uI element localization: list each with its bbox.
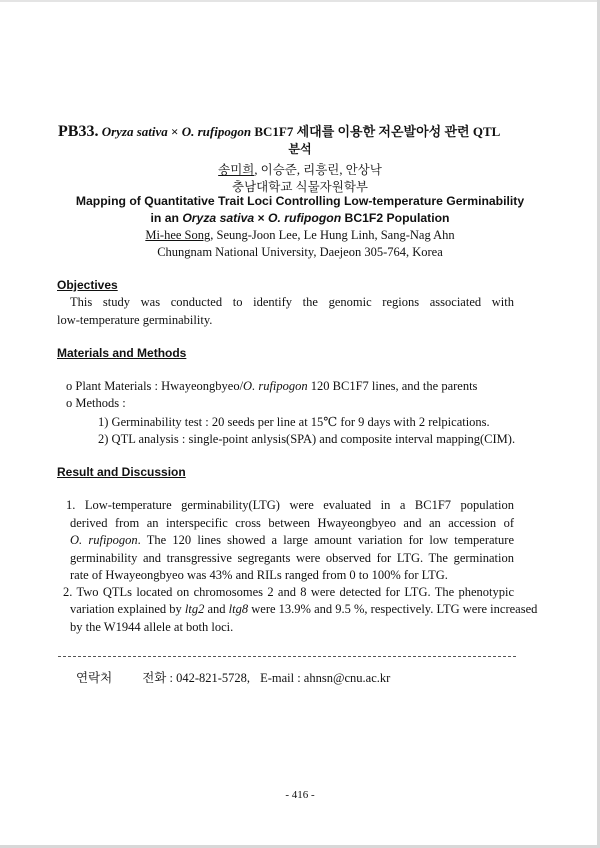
results-p2-line3: by the W1944 allele at both loci. [70,620,234,634]
korean-authors [0,160,600,178]
cross-symbol: × [167,124,182,139]
results-p1-line3-rest: . The 120 lines showed a large amount variation for low temperature [137,533,514,547]
english-title-post: BC1F2 Population [341,211,450,225]
korean-title-line2: 분석 [288,142,312,156]
contact-phone: 전화 : 042-821-5728, [142,671,251,685]
results-p1-line3 [70,533,514,548]
korean-affiliation: 충남대학교 식물자원학부 [232,180,368,194]
objectives-heading: Objectives [57,278,118,292]
results-p2-post: were 13.9% and 9.5 %, respectively. LTG were increased [248,602,538,616]
korean-title [58,121,558,141]
method-germinability: 1) Germinability test : 20 seeds per line at 15℃ for 9 days with 2 relpications. [98,415,490,429]
method-qtl: 2) QTL analysis : single-point anlysis(SPA) and composite interval mapping(CIM). [98,432,516,446]
plant-materials-species: O. rufipogon [243,379,308,393]
results-p2-and: and [204,602,229,616]
qtl-ltg2: ltg2 [184,602,205,616]
page-number: - 416 - [285,789,315,801]
english-title-line1: Mapping of Quantitative Trait Loci Controlling Low-temperature Germinability [75,194,525,208]
plant-materials-pre: o Plant Materials : Hwayeongbyeo/ [66,379,244,393]
species-a: Oryza sativa [101,124,168,139]
results-p2-line2 [70,602,538,617]
results-species: O. rufipogon [70,533,138,547]
qtl-ltg8: ltg8 [228,602,249,616]
korean-title-rest: BC1F7 세대를 이용한 저온발아성 관련 QTL [251,124,501,139]
objectives-line1: This study was conducted to identify the genomic regions associated with [70,295,514,309]
plant-materials-post: 120 BC1F7 lines, and the parents [307,379,478,393]
english-title-cross: × [254,211,269,225]
contact-info [76,668,390,686]
materials-heading: Materials and Methods [57,346,187,360]
english-title-species-b: O. rufipogon [268,211,342,225]
methods-label: o Methods : [66,396,126,410]
results-heading: Result and Discussion [57,465,186,479]
english-affiliation: Chungnam National University, Daejeon 305-764, Korea [157,245,443,259]
plant-materials [66,379,477,394]
english-title-pre: in an [150,211,183,225]
objectives-line2: low-temperature germinability. [57,313,213,327]
english-first-author: Mi-hee Song [145,228,211,242]
contact-email: E-mail : ahnsn@cnu.ac.kr [260,671,391,685]
korean-other-authors: , 이승준, 리흥린, 안상낙 [254,163,382,177]
english-title-line2 [0,211,600,225]
results-p1-line1: 1. Low-temperature germinability(LTG) were evaluated in a BC1F7 population [66,498,514,512]
english-authors [0,228,600,243]
results-p1-line2: derived from an interspecific cross between Hwayeongbyeo and an accession of [70,516,514,530]
divider [58,656,516,657]
results-p2-line1: 2. Two QTLs located on chromosomes 2 and 8 were detected for LTG. The phenotypic [63,585,514,599]
english-title-species-a: Oryza sativa [182,211,255,225]
english-other-authors: , Seung-Joon Lee, Le Hung Linh, Sang-Nag Ahn [210,228,455,242]
contact-label: 연락처 [76,671,113,685]
results-p2-pre: variation explained by [70,602,185,616]
results-p1-line4: germinability and transgressive segregants were observed for LTG. The germination [70,551,514,565]
abstract-code: PB33. [58,123,99,140]
species-b: O. rufipogon [181,124,252,139]
korean-first-author: 송미희 [218,163,255,177]
results-p1-line5: rate of Hwayeongbyeo was 43% and RILs ranged from 0 to 100% for LTG. [70,568,448,582]
